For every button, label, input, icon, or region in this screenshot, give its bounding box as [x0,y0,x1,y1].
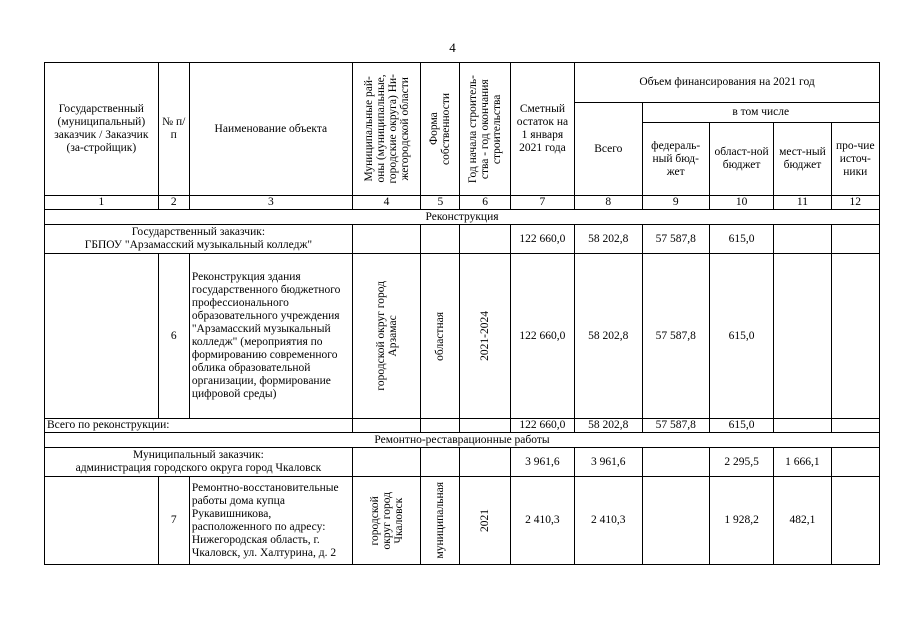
column-number: 11 [774,196,831,210]
empty-cell [421,448,460,477]
header-estimate: Сметный остаток на 1 января 2021 года [510,63,574,196]
section-title-row [45,433,880,448]
empty-cell [45,477,159,565]
header-regional: област-ной бюджет [709,123,773,196]
column-number: 10 [709,196,773,210]
customer-row [45,225,880,254]
empty-cell [352,225,420,254]
estimate-value: 122 660,0 [510,225,574,254]
customer-name: ГБПОУ "Арзамасский музыкальный колледж" [84,239,313,251]
federal-value [642,477,709,565]
header-districts [352,63,420,196]
row-num: 6 [158,254,189,419]
federal-value: 57 587,8 [642,419,709,433]
total-row [45,419,880,433]
column-number: 2 [158,196,189,210]
section-title: Реконструкция [45,210,880,225]
header-total: Всего [575,103,642,196]
federal-value: 57 587,8 [642,254,709,419]
ownership-text: областная [434,311,447,361]
district-text: городской округ город Арзамас [374,281,399,391]
local-value [774,419,831,433]
header-num: № п/п [158,63,189,196]
empty-cell [45,254,159,419]
federal-value: 57 587,8 [642,225,709,254]
estimate-value: 3 961,6 [510,448,574,477]
section-title: Ремонтно-реставрационные работы [45,433,880,448]
header-local: мест-ный бюджет [774,123,831,196]
years-text: 2021-2024 [479,311,492,361]
column-number: 9 [642,196,709,210]
years-text: 2021 [479,509,492,532]
empty-cell [460,448,510,477]
estimate-value: 122 660,0 [510,254,574,419]
header-other: про-чие источ-ники [831,123,879,196]
estimate-value: 122 660,0 [510,419,574,433]
customer-cell [45,225,353,254]
column-number: 4 [352,196,420,210]
total-value: 58 202,8 [575,419,642,433]
years-cell [460,254,510,419]
empty-cell [352,419,420,433]
customer-label: Государственный заказчик: [131,226,266,238]
total-label: Всего по реконструкции: [45,419,353,433]
empty-cell [421,225,460,254]
ownership-text: муниципальная [434,482,447,559]
local-value [774,254,831,419]
column-number: 8 [575,196,642,210]
object-name: Реконструкция здания государственного бюджетного профессионального образовательного учреждения "Арзамасский музыкальный колледж" (мероприятия по формированию современного облика образовательной организации, формирование цифровой среды) [189,254,352,419]
ownership-cell [421,254,460,419]
local-value: 1 666,1 [774,448,831,477]
column-numbers-row [45,196,880,210]
section-title-row [45,210,880,225]
object-name: Ремонтно-восстановительные работы дома купца Рукавишникова, расположенного по адресу: Нижегородская область, г. Чкаловск, ул. Халтурина, д. 2 [189,477,352,565]
federal-value [642,448,709,477]
customer-label: Муниципальный заказчик: [133,449,264,461]
header-customer: Государственный (муниципальный) заказчик / Заказчик (за-стройщик) [45,63,159,196]
total-value: 2 410,3 [575,477,642,565]
customer-row [45,448,880,477]
estimate-value: 2 410,3 [510,477,574,565]
ownership-cell [421,477,460,565]
header-federal: федераль-ный бюд-жет [642,123,709,196]
column-number: 5 [421,196,460,210]
total-value: 58 202,8 [575,225,642,254]
regional-value: 615,0 [709,254,773,419]
table-row [45,477,880,565]
regional-value: 615,0 [709,419,773,433]
header-ownership-text: Форма собственности [428,93,453,165]
years-cell [460,477,510,565]
local-value [774,225,831,254]
header-districts-text: Муниципальные рай- оны (муниципальные, городские округа) Ни- жегородской области [362,74,411,184]
table-row [45,254,880,419]
header-row [45,63,880,103]
district-cell [352,254,420,419]
other-value [831,254,879,419]
empty-cell [352,448,420,477]
financing-table [44,62,880,565]
total-value: 58 202,8 [575,254,642,419]
empty-cell [460,419,510,433]
header-years-text: Год начала строитель- ства - год окончания строительства [467,74,504,184]
column-number: 1 [45,196,159,210]
empty-cell [460,225,510,254]
header-including: в том числе [642,103,880,123]
header-funding: Объем финансирования на 2021 год [575,63,880,103]
column-number: 6 [460,196,510,210]
district-text: городской округ город Чкаловск [368,491,405,550]
regional-value: 615,0 [709,225,773,254]
other-value [831,477,879,565]
column-number: 12 [831,196,879,210]
customer-name: администрация городского округа город Чкаловск [75,462,322,474]
page-number: 4 [449,40,456,55]
other-value [831,419,879,433]
header-ownership [421,63,460,196]
row-num: 7 [158,477,189,565]
header-object-name: Наименование объекта [189,63,352,196]
district-cell [352,477,420,565]
other-value [831,448,879,477]
total-value: 3 961,6 [575,448,642,477]
column-number: 3 [189,196,352,210]
regional-value: 1 928,2 [709,477,773,565]
customer-cell [45,448,353,477]
column-number: 7 [510,196,574,210]
local-value: 482,1 [774,477,831,565]
other-value [831,225,879,254]
empty-cell [421,419,460,433]
regional-value: 2 295,5 [709,448,773,477]
header-years [460,63,510,196]
